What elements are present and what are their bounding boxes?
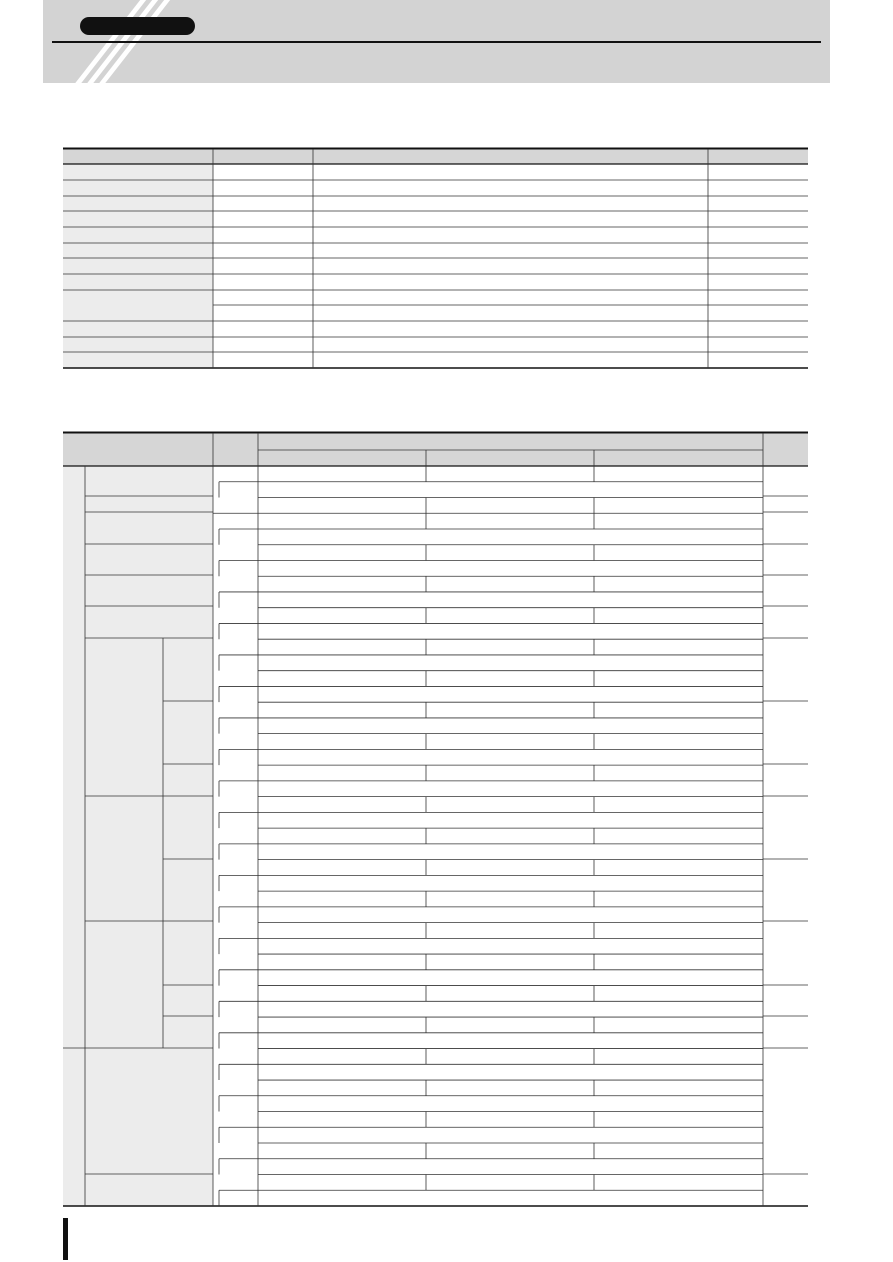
table-2-header — [63, 433, 808, 466]
table-2-data-rows — [213, 466, 763, 1206]
page-margin-bar — [63, 1218, 68, 1260]
table-2-left-columns — [63, 466, 213, 1206]
